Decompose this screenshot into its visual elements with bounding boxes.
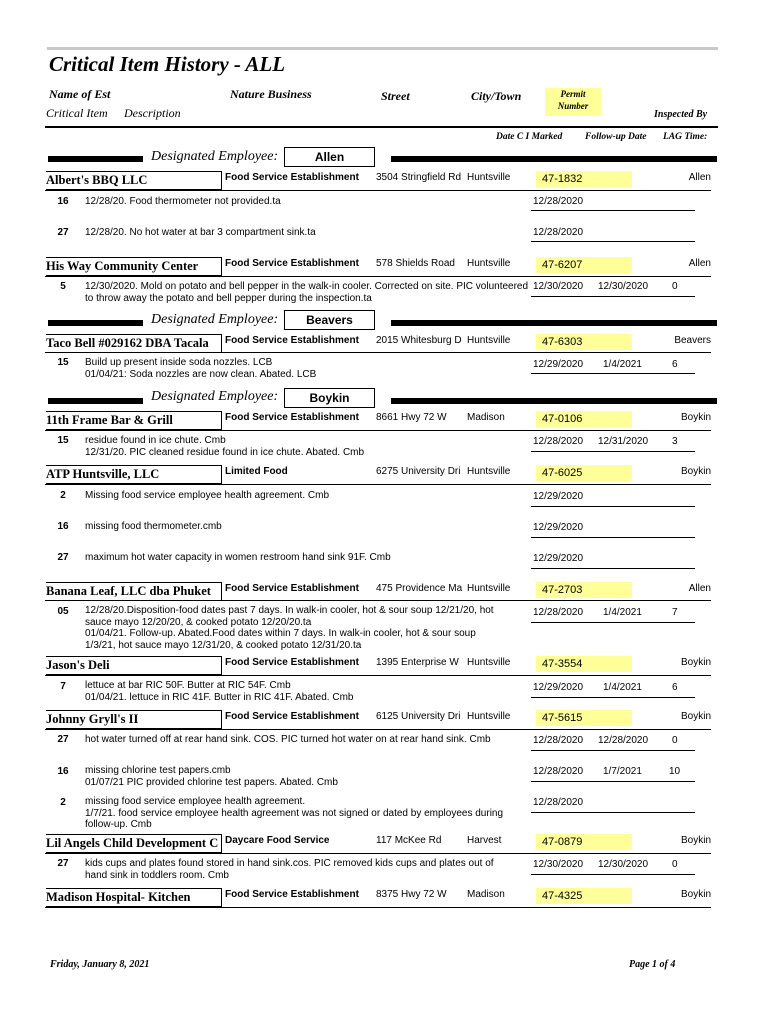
establishment-rule bbox=[45, 600, 711, 601]
permit-number: 47-3554 bbox=[536, 656, 632, 672]
critical-item-code: 05 bbox=[57, 606, 69, 617]
lag-time: 6 bbox=[672, 682, 678, 693]
footer-date: Friday, January 8, 2021 bbox=[50, 959, 150, 970]
date-marked: 12/28/2020 bbox=[533, 196, 584, 207]
lag-time: 10 bbox=[669, 766, 681, 777]
establishment-rule bbox=[45, 729, 711, 730]
establishment-street: 6125 University Dri bbox=[376, 711, 461, 722]
lag-time: 0 bbox=[672, 735, 678, 746]
establishment-name: ATP Huntsville, LLC bbox=[46, 465, 222, 484]
item-description: 12/28/20. No hot water at bar 3 compartment sink.ta bbox=[85, 227, 316, 238]
date-marked: 12/28/2020 bbox=[533, 766, 584, 777]
date-marked: 12/30/2020 bbox=[533, 859, 584, 870]
establishment-rule bbox=[45, 484, 711, 485]
critical-item-code: 15 bbox=[57, 357, 69, 368]
date-marked: 12/30/2020 bbox=[533, 281, 584, 292]
establishment-type: Food Service Establishment bbox=[225, 172, 359, 183]
permit-number: 47-5615 bbox=[536, 710, 632, 726]
establishment-type: Food Service Establishment bbox=[225, 711, 359, 722]
establishment-city: Huntsville bbox=[467, 258, 511, 269]
row-rule bbox=[531, 781, 695, 782]
critical-item-code: 16 bbox=[57, 196, 69, 207]
date-marked: 12/29/2020 bbox=[533, 359, 584, 370]
footer-page: Page 1 of 4 bbox=[629, 959, 676, 970]
item-description: missing food service employee health agreement. 1/7/21. food service employee health agreement was not signed or dated by employees during follow-up. Cmb bbox=[85, 796, 504, 830]
item-description: maximum hot water capacity in women restroom hand sink 91F. Cmb bbox=[85, 552, 391, 563]
establishment-rule bbox=[45, 352, 711, 353]
col-description: Description bbox=[124, 106, 181, 120]
establishment-name: Albert's BBQ LLC bbox=[46, 171, 222, 190]
row-rule bbox=[531, 451, 695, 452]
establishment-city: Madison bbox=[467, 412, 505, 423]
establishment-city: Huntsville bbox=[467, 657, 511, 668]
critical-item-code: 16 bbox=[57, 521, 69, 532]
inspector: Boykin bbox=[680, 466, 711, 477]
establishment-type: Food Service Establishment bbox=[225, 889, 359, 900]
establishment-city: Huntsville bbox=[467, 335, 511, 346]
inspector: Allen bbox=[688, 258, 711, 269]
establishment-type: Food Service Establishment bbox=[225, 335, 359, 346]
establishment-street: 8661 Hwy 72 W bbox=[376, 412, 447, 423]
col-followup: Follow-up Date bbox=[585, 132, 647, 142]
establishment-street: 2015 Whitesburg D bbox=[376, 335, 462, 346]
item-description: missing chlorine test papers.cmb 01/07/21 PIC provided chlorine test papers. Abated. Cmb bbox=[85, 765, 338, 788]
followup-date: 12/31/2020 bbox=[598, 436, 649, 447]
permit-number: 47-0106 bbox=[536, 411, 632, 427]
establishment-street: 3504 Stringfield Rd bbox=[376, 172, 462, 183]
item-description: Build up present inside soda nozzles. LCB 01/04/21: Soda nozzles are now clean. Abated. LCB bbox=[85, 357, 317, 380]
permit-number: 47-1832 bbox=[536, 171, 632, 187]
col-lag: LAG Time: bbox=[663, 132, 708, 142]
establishment-street: 6275 University Dri bbox=[376, 466, 461, 477]
establishment-name: Jason's Deli bbox=[46, 656, 222, 675]
critical-item-code: 2 bbox=[60, 490, 66, 501]
inspector: Boykin bbox=[680, 835, 711, 846]
lag-time: 0 bbox=[672, 859, 678, 870]
designated-employee-label: Designated Employee: bbox=[151, 389, 279, 404]
establishment-street: 8375 Hwy 72 W bbox=[376, 889, 447, 900]
group-bar-right bbox=[391, 320, 717, 326]
date-marked: 12/28/2020 bbox=[533, 436, 584, 447]
critical-item-code: 2 bbox=[60, 797, 66, 808]
critical-item-code: 15 bbox=[57, 435, 69, 446]
designated-employee-name: Allen bbox=[284, 147, 375, 167]
inspector: Allen bbox=[688, 583, 711, 594]
permit-number: 47-6207 bbox=[536, 257, 632, 273]
item-description: 12/30/2020. Mold on potato and bell pepper in the walk-in cooler. Corrected on site. PIC volunteered to throw away the potato and bell pepper during the inspection.ta bbox=[85, 281, 529, 304]
critical-item-code: 7 bbox=[60, 681, 66, 692]
establishment-name: Madison Hospital- Kitchen bbox=[46, 888, 222, 907]
row-rule bbox=[531, 210, 695, 211]
designated-employee-label: Designated Employee: bbox=[151, 149, 279, 164]
date-marked: 12/29/2020 bbox=[533, 522, 584, 533]
permit-number: 47-6303 bbox=[536, 334, 632, 350]
establishment-type: Food Service Establishment bbox=[225, 412, 359, 423]
item-description: residue found in ice chute. Cmb 12/31/20. PIC cleaned residue found in ice chute. Abated. Cmb bbox=[85, 435, 365, 458]
date-marked: 12/29/2020 bbox=[533, 491, 584, 502]
item-description: 12/28/20.Disposition-food dates past 7 days. In walk-in cooler, hot & sour soup 12/21/20, hot sauce mayo 12/20/20, & cooked potato 12/20/20.ta 01/04/21. Follow-up. Abated.Food dates within 7 days. In walk-in cooler, hot & sour soup 1/3/21, hot sauce mayo 12/31/20, & cooked potato 12/31/20.ta bbox=[85, 605, 494, 651]
critical-item-code: 16 bbox=[57, 766, 69, 777]
item-description: Missing food service employee health agreement. Cmb bbox=[85, 490, 330, 501]
row-rule bbox=[531, 373, 695, 374]
col-date-marked: Date C I Marked bbox=[496, 132, 563, 142]
followup-date: 1/7/2021 bbox=[603, 766, 642, 777]
establishment-street: 1395 Enterprise W bbox=[376, 657, 459, 668]
inspector: Boykin bbox=[680, 412, 711, 423]
establishment-type: Food Service Establishment bbox=[225, 583, 359, 594]
followup-date: 1/4/2021 bbox=[603, 607, 642, 618]
group-bar-right bbox=[391, 156, 717, 162]
lag-time: 0 bbox=[672, 281, 678, 292]
col-city: City/Town bbox=[471, 89, 522, 103]
row-rule bbox=[531, 506, 695, 507]
lag-time: 3 bbox=[672, 436, 678, 447]
col-inspected-by: Inspected By bbox=[654, 109, 708, 120]
inspector: Boykin bbox=[680, 657, 711, 668]
critical-item-code: 5 bbox=[60, 281, 66, 292]
critical-item-code: 27 bbox=[57, 552, 69, 563]
establishment-name: 11th Frame Bar & Grill bbox=[46, 411, 222, 430]
lag-time: 6 bbox=[672, 359, 678, 370]
establishment-type: Food Service Establishment bbox=[225, 258, 359, 269]
followup-date: 12/30/2020 bbox=[598, 281, 649, 292]
item-description: missing food thermometer.cmb bbox=[85, 521, 222, 532]
establishment-type: Daycare Food Service bbox=[225, 835, 330, 846]
establishment-street: 475 Providence Ma bbox=[376, 583, 463, 594]
lag-time: 7 bbox=[672, 607, 678, 618]
establishment-city: Harvest bbox=[467, 835, 502, 846]
row-rule bbox=[531, 697, 695, 698]
critical-item-code: 27 bbox=[57, 227, 69, 238]
group-bar-left bbox=[48, 320, 143, 326]
date-marked: 12/29/2020 bbox=[533, 553, 584, 564]
inspector: Boykin bbox=[680, 889, 711, 900]
permit-number: 47-2703 bbox=[536, 582, 632, 598]
followup-date: 1/4/2021 bbox=[603, 359, 642, 370]
col-permit: Permit Number bbox=[545, 88, 601, 116]
designated-employee-name: Boykin bbox=[284, 388, 375, 408]
establishment-rule bbox=[45, 853, 711, 854]
followup-date: 12/28/2020 bbox=[598, 735, 649, 746]
designated-employee-name: Beavers bbox=[284, 310, 375, 330]
date-marked: 12/28/2020 bbox=[533, 227, 584, 238]
establishment-rule bbox=[45, 675, 711, 676]
establishment-city: Huntsville bbox=[467, 711, 511, 722]
permit-number: 47-0879 bbox=[536, 834, 632, 850]
col-name-of-est: Name of Est bbox=[49, 87, 111, 101]
establishment-rule bbox=[45, 190, 711, 191]
designated-employee-label: Designated Employee: bbox=[151, 312, 279, 327]
establishment-street: 117 McKee Rd bbox=[376, 835, 442, 846]
top-rule bbox=[47, 47, 718, 50]
item-description: kids cups and plates found stored in hand sink.cos. PIC removed kids cups and plates out of hand sink in toddlers room. Cmb bbox=[85, 858, 494, 881]
establishment-city: Huntsville bbox=[467, 583, 511, 594]
group-bar-right bbox=[391, 398, 717, 404]
row-rule bbox=[531, 537, 695, 538]
establishment-name: Lil Angels Child Development C bbox=[46, 834, 222, 853]
date-marked: 12/28/2020 bbox=[533, 797, 584, 808]
row-rule bbox=[531, 812, 695, 813]
establishment-name: Johnny Gryll's II bbox=[46, 710, 222, 729]
row-rule bbox=[531, 874, 695, 875]
row-rule bbox=[531, 296, 695, 297]
establishment-name: His Way Community Center bbox=[46, 257, 222, 276]
inspector: Allen bbox=[688, 172, 711, 183]
item-description: 12/28/20. Food thermometer not provided.ta bbox=[85, 196, 281, 207]
header-rule bbox=[45, 126, 718, 128]
critical-item-code: 27 bbox=[57, 734, 69, 745]
critical-item-code: 27 bbox=[57, 858, 69, 869]
establishment-street: 578 Shields Road bbox=[376, 258, 455, 269]
followup-date: 1/4/2021 bbox=[603, 682, 642, 693]
establishment-city: Madison bbox=[467, 889, 505, 900]
establishment-name: Taco Bell #029162 DBA Tacala bbox=[46, 334, 222, 353]
date-marked: 12/29/2020 bbox=[533, 682, 584, 693]
establishment-name: Banana Leaf, LLC dba Phuket bbox=[46, 582, 222, 601]
inspector: Boykin bbox=[680, 711, 711, 722]
col-street: Street bbox=[381, 89, 410, 103]
followup-date: 12/30/2020 bbox=[598, 859, 649, 870]
date-marked: 12/28/2020 bbox=[533, 607, 584, 618]
item-description: lettuce at bar RIC 50F. Butter at RIC 54F. Cmb 01/04/21. lettuce in RIC 41F. Butter in RIC 41F. Abated. Cmb bbox=[85, 680, 354, 703]
establishment-rule bbox=[45, 430, 711, 431]
permit-number: 47-4325 bbox=[536, 888, 632, 904]
date-marked: 12/28/2020 bbox=[533, 735, 584, 746]
row-rule bbox=[531, 241, 695, 242]
establishment-rule bbox=[45, 276, 711, 277]
establishment-city: Huntsville bbox=[467, 466, 511, 477]
permit-number: 47-6025 bbox=[536, 465, 632, 481]
group-bar-left bbox=[48, 398, 143, 404]
row-rule bbox=[531, 622, 695, 623]
col-critical-item: Critical Item bbox=[46, 106, 108, 120]
establishment-rule bbox=[45, 907, 711, 908]
col-nature-business: Nature Business bbox=[230, 87, 312, 101]
row-rule bbox=[531, 568, 695, 569]
report-title: Critical Item History - ALL bbox=[49, 52, 286, 76]
establishment-type: Food Service Establishment bbox=[225, 657, 359, 668]
item-description: hot water turned off at rear hand sink. COS. PIC turned hot water on at rear hand sink. Cmb bbox=[85, 734, 491, 745]
row-rule bbox=[531, 750, 695, 751]
establishment-city: Huntsville bbox=[467, 172, 511, 183]
inspector: Beavers bbox=[674, 335, 711, 346]
establishment-type: Limited Food bbox=[225, 466, 288, 477]
group-bar-left bbox=[48, 156, 143, 162]
